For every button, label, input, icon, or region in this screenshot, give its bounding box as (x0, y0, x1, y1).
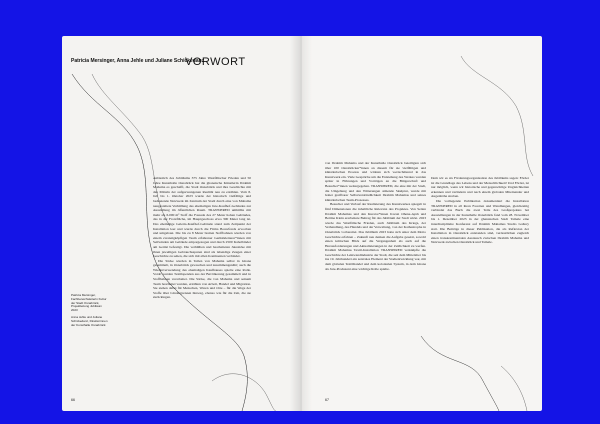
left-paragraph: Die Säcke wurden in Teilen von Mahama selbst in Ghana gesammelt, in Osnabrück gewaschen und zusammengenäht; auch die Wiederverwendung des ehemaligen Kaufhauses spielte eine Rolle. Vorab wurden Textilspenden aus der Bevölkerung gesammelt und in Stoffbahnen verarbeitet. Die Säcke, die von Mahama und seinem Team bearbeitet wurden, erzählen von Arbeit, Handel und Migration. Sie stehen dabei für Menschen, Waren und Orte – für die Wege der Stoffe über Ländergrenzen hinweg, ebenso wie für die Zeit, die sie zurücklegen. (153, 258, 251, 300)
right-paragraph: von Ibrahim Mahama und der Kunsthalle Osnabrück beteiligten sich über 100 Osnabrücker*innen an diesem für sie vielfältigen und künstlerischen Prozess und wirkten sich wertschätzend in das Kunstwerk ein. Viele Gespräche um die Entstehung des Werkes wurden später in Führungen und Vorträgen an die Bürgerschaft und Besucher*innen weitergegeben. TRANSPIRED, die eine mit der Stadt, die Umgebung und den Witterungen atmende Skulptur, wurde mit hoher greifbarer Selbstverständlichkeit Ibrahim Mahamas und seines künstlerischen Team-Prozesses. (325, 161, 426, 202)
line-drawing (62, 36, 301, 411)
right-paragraph: Die vorliegende Publikation dokumentiert die Installation TRANSPIRED in all ihren Facetten und Wandlungen, gleichzeitig verbindet das Buch die zwei Teile des Großprojektes bei Ausstellungen in der Kunsthalle Osnabrück fand vom 28. November bis 1. Dezember 2023 in der ghanaischen Stadt Tamale eine interdisziplinäre Konferenz auf Ibrahim Mahamas Studio Gallery statt. Die Beiträge in dieser Publikation, die als Reflexion der Installation in Osnabrück entstanden sind, verdeutlichen zugleich einen transkontinentalen Austausch zwischen Ibrahim Mahama und Netzwerk zwischen Osnabrück und Tamale. (431, 198, 529, 245)
right-page (301, 36, 542, 411)
page-number: 67 (325, 398, 329, 402)
page-number: 66 (71, 398, 75, 402)
line-drawing (301, 36, 542, 411)
left-page (62, 36, 301, 411)
right-paragraph: Dem wir es als Förderungsorganisation des Jubiläums sagen: Förder ist die Grundlage des Lebens und der Menschlichkeit! Und Förder, ist nur möglich, wenn wir historische und gegenwärtige Ungleichheiten erkennen und verändern und nach einem globalen Miteinander und Augenhöhe streben. (431, 176, 529, 199)
caption-entry: Patricia Mersinger, Fachbereichsleiterin Kultur der Stadt Osnabrück, Projektleitung Jubiläum 2023 (71, 293, 107, 313)
caption-entry: Anna Jehle und Juliane Schickedanz, Direktorinnen der Kunsthalle Osnabrück (71, 314, 108, 327)
left-paragraph: Anlässlich des Jubiläums 375 Jahre Westfälischer Frieden und 50 Jahre Kunsthalle Osnabrück hat die ghanaische Künstlerin Ibrahim Mahama es geschafft, die Stadt Osnabrück und ihre Geschichte mit den Mitteln der aufgezwungenen Realität neu zu erzählen. Vom 8. Juli bis 1. Oktober 2023 wurde der historisch vielfältige und bedeutende Netzwerk im Zentrum der Stadt durch eine von Mahama neugestaltete Verhüllung des ehemaligen Jute-Kaufhof-Gebäudes zur Ausstellung im öffentlichen Raum. TRANSPIRED umhüllte mit mehr als 6.000 m² Stoff die Fassade des 27 Meter hohen Gebäudes, das in der Frontfläche, im Hauptgeschoss etwa 300 Meter lang ist. Das ehemalige Galeria-Kaufhof-Gebäude stand zum Zeitpunkt der Installation leer und wurde durch die Firma Bouwfonds erworben und umgebaut. Die bis zu 8 Meter breiten Stoffbahnen wurden von einem zwanzigköpfigen Team erfahrener Gerüstkletterer*innen mit Seilwinden am Gebäude emporgezogen und durch 2500 Kabelbinder am Gerüst befestigt. Die verhüllten und bearbeiteten Jutesäcke mit ihren jeweiligen Gebrauchsspuren sind als lebendige Zeugen einer Geschichte zu sehen, die sich mit allen Kontinenten verbindet. (153, 176, 251, 259)
book-spread (62, 36, 542, 411)
page-title: VORWORT (185, 56, 246, 68)
authors-line: Patricia Mersinger, Anna Jehle und Juliane Schickedanz (71, 58, 205, 64)
right-paragraph: Besucher und Verlauf der Realisierung des Kunstwerkes spiegelt in fünf Dimensionen die inhaltliche Relevanz des Projektes. Von Seiten Ibrahim Mahamas und den Kurator*innen Kwasi Ohene-Ayeh und Bettina Klein erarbeitete Beitrag für das Jubiläum der Stadt wirkt. 2023 wurde das Westfälische Frieden, auch Jubiläum des Kriegs, der Verhandlung, des Handels und der Verwaltung, von der Kathastrophe in Osnabrück vorbereitet. Das Jubiläum 2023 hatte sich unter dem Motto Geschichte erfahren – Zukunft neu denken die Aufgabe gesetzt, sowohl einen kritischen Blick auf die Vergangenheit als auch auf die Herausforderungen und Aktualisierungen in der Zeitlichkeit zu werfen. Ibrahim Mahamas Textil-Installation TRANSPIRED verknüpfte die Geschichte der Leinwandindustrie der Stadt, die seit dem Mittelalter bis ins 19. Jahrhundert ein zentrales Element der Stadtentwicklung war, mit dem globalen Textilhandel und dem kolonialen System, in dem Ghana als Jute-Produzent eine wichtige Rolle spielte. (325, 202, 426, 271)
